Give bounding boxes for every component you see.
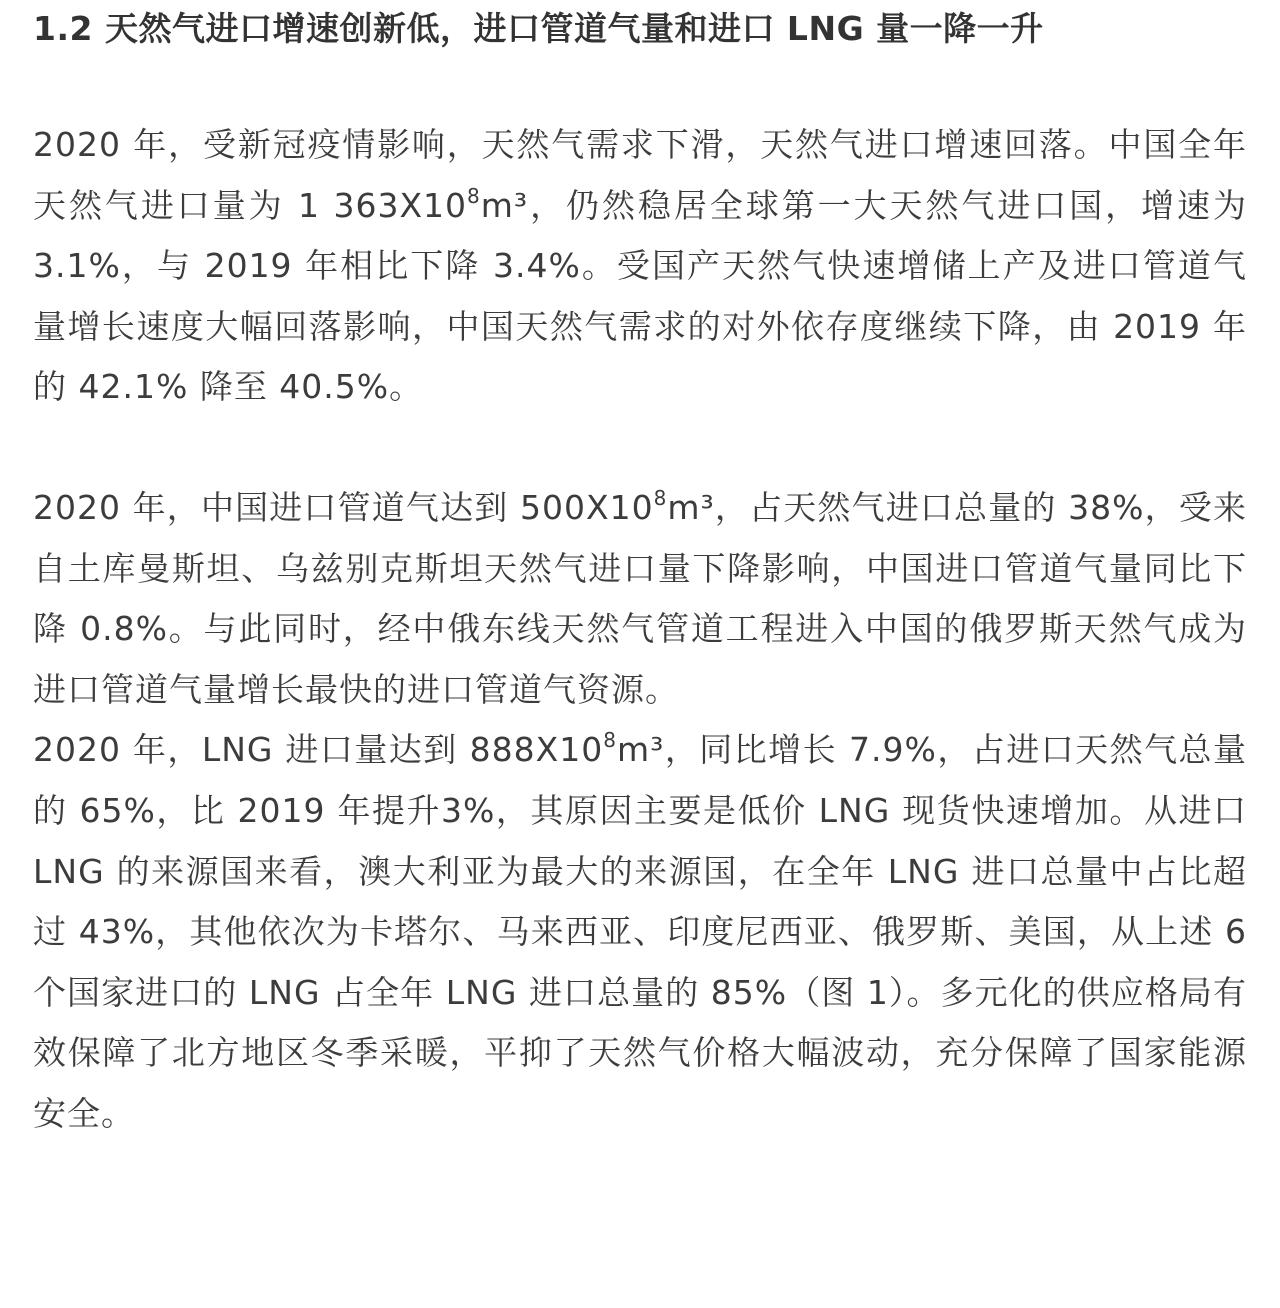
exponent: 8 bbox=[603, 728, 617, 753]
paragraph-text: m³，同比增长 7.9%，占进口天然气总量的 65%，比 2019 年提升3%，其原因主要是低价 LNG 现货快速增加。从进口 LNG 的来源国来看，澳大利亚为最大的来源国，在全年 LNG 进口总量中占比超过 43%，其他依次为卡塔尔、马来西亚、印度尼西亚、俄罗斯、美国，从上述 6 个国家进口的 LNG 占全年 LNG 进口总量的 85%（图 1）。多元化的供应格局有效保障了北方地区冬季采暖，平抑了天然气价格大幅波动，充分保障了国家能源安全。 bbox=[33, 730, 1247, 1133]
paragraph-lng bbox=[33, 720, 1247, 1144]
paragraph-text: m³，仍然稳居全球第一大天然气进口国，增速为 3.1%，与 2019 年相比下降 3.4%。受国产天然气快速增储上产及进口管道气量增长速度大幅回落影响，中国天然气需求的对外依存度继续下降，由 2019 年的 42.1% 降至 40.5%。 bbox=[33, 185, 1248, 407]
paragraph-text: 2020 年，中国进口管道气达到 500X10 bbox=[33, 487, 654, 527]
paragraph-demand bbox=[33, 115, 1247, 418]
exponent: 8 bbox=[467, 183, 481, 208]
section-heading: 1.2 天然气进口增速创新低，进口管道气量和进口 LNG 量一降一升 bbox=[33, 9, 1044, 48]
paragraph-text: 2020 年，受新冠疫情影响，天然气需求下滑，天然气进口增速回落。中国全年天然气进口量为 1 363X10 bbox=[33, 125, 1247, 225]
paragraph-text: 2020 年，LNG 进口量达到 888X10 bbox=[33, 730, 604, 770]
paragraph-pipeline-gas bbox=[33, 478, 1247, 720]
exponent: 8 bbox=[653, 485, 668, 510]
article bbox=[33, 0, 1247, 1145]
paragraph-text: m³，占天然气进口总量的 38%，受来自土库曼斯坦、乌兹别克斯坦天然气进口量下降影响，中国进口管道气量同比下降 0.8%。与此同时，经中俄东线天然气管道工程进入中国的俄罗斯天然气成为进口管道气量增长最快的进口管道气资源。 bbox=[33, 487, 1247, 709]
